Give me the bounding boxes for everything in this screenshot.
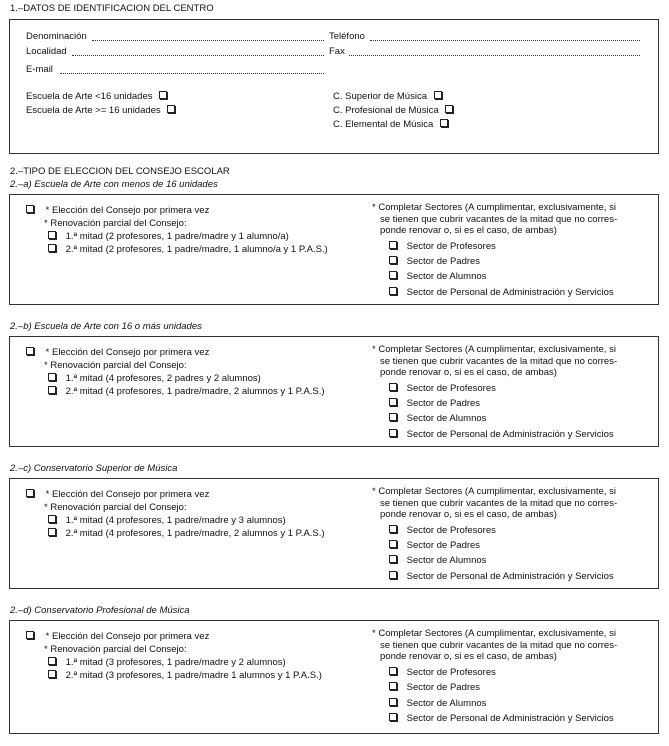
primera-vez-d[interactable] (26, 631, 209, 642)
localidad-label: Localidad (26, 46, 67, 57)
completar-line2: se tienen que cubrir vacantes de la mitad que no corres- (380, 497, 618, 509)
completar-line3: ponde renovar o, si es el caso, de ambas) (380, 509, 557, 520)
primera-vez-label: * Elección del Consejo por primera vez (45, 205, 210, 216)
option-arte-menos-16[interactable] (26, 91, 167, 102)
checkbox-icon[interactable] (48, 386, 56, 394)
sector-padres-a[interactable] (389, 256, 480, 267)
sector-profesores-c[interactable] (389, 525, 496, 536)
option-c-superior[interactable] (333, 91, 442, 102)
denominacion-label: Denominación (26, 31, 87, 42)
telefono-field[interactable] (370, 40, 640, 41)
sector-profesores-a[interactable] (389, 241, 496, 252)
renovacion-label-b: * Renovación parcial del Consejo: (44, 360, 187, 371)
renovacion-label-d: * Renovación parcial del Consejo: (44, 644, 187, 655)
sector-alumnos-c[interactable] (389, 555, 486, 566)
mitad2-label: 2.ª mitad (2 profesores, 1 padre/madre, 1 alumno/a y 1 P.A.S.) (65, 244, 328, 255)
sector-pas-a[interactable] (389, 287, 614, 298)
checkbox-icon[interactable] (26, 489, 34, 497)
checkbox-icon[interactable] (389, 540, 397, 548)
mitad2-label: 2.ª mitad (4 profesores, 1 padre/madre, 2 alumnos y 1 P.A.S.) (65, 386, 325, 397)
sector-label: Sector de Padres (406, 256, 481, 267)
completar-sectores-d (372, 628, 642, 663)
completar-line1: * Completar Sectores (A cumplimentar, exclusivamente, si (372, 486, 616, 497)
mitad1-label: 1.ª mitad (4 profesores, 1 padre/madre y 3 alumnos) (65, 515, 286, 526)
completar-line2: se tienen que cubrir vacantes de la mitad que no corres- (380, 639, 618, 651)
checkbox-icon[interactable] (389, 555, 397, 563)
checkbox-icon[interactable] (48, 244, 56, 252)
option-c-profesional[interactable] (333, 105, 453, 116)
mitad1-c[interactable] (48, 515, 286, 526)
checkbox-icon[interactable] (389, 271, 397, 279)
mitad1-label: 1.ª mitad (4 profesores, 2 padres y 2 alumnos) (65, 373, 261, 384)
sector-label: Sector de Padres (406, 540, 481, 551)
sector-label: Sector de Personal de Administración y Servicios (406, 713, 614, 724)
checkbox-icon[interactable] (389, 398, 397, 406)
checkbox-icon[interactable] (389, 383, 397, 391)
mitad1-b[interactable] (48, 373, 261, 384)
mitad2-label: 2.ª mitad (3 profesores, 1 padre/madre 1 alumnos y 1 P.A.S.) (65, 670, 322, 681)
mitad1-label: 1.ª mitad (2 profesores, 1 padre/madre y 1 alumno/a) (65, 231, 289, 242)
checkbox-icon[interactable] (48, 231, 56, 239)
checkbox-icon[interactable] (389, 241, 397, 249)
option-c-elemental[interactable] (333, 119, 448, 130)
subsection-b-label: 2.–b) Escuela de Arte con 16 o más unidades (10, 321, 202, 332)
primera-vez-b[interactable] (26, 347, 209, 358)
mitad2-c[interactable] (48, 528, 325, 539)
localidad-field[interactable] (72, 55, 324, 56)
email-label: E-mail (26, 64, 53, 75)
checkbox-icon[interactable] (389, 525, 397, 533)
primera-vez-label: * Elección del Consejo por primera vez (45, 631, 210, 642)
sector-padres-c[interactable] (389, 540, 480, 551)
primera-vez-label: * Elección del Consejo por primera vez (45, 347, 210, 358)
sector-label: Sector de Padres (406, 682, 481, 693)
denominacion-field[interactable] (92, 40, 324, 41)
mitad2-a[interactable] (48, 244, 328, 255)
checkbox-icon[interactable] (434, 91, 442, 99)
sector-label: Sector de Personal de Administración y Servicios (406, 287, 614, 298)
checkbox-icon[interactable] (389, 256, 397, 264)
checkbox-icon[interactable] (389, 682, 397, 690)
completar-sectores-c (372, 486, 642, 521)
primera-vez-a[interactable] (26, 205, 209, 216)
checkbox-icon[interactable] (48, 528, 56, 536)
completar-line1: * Completar Sectores (A cumplimentar, exclusivamente, si (372, 202, 616, 213)
mitad2-label: 2.ª mitad (4 profesores, 1 padre/madre, 2 alumnos y 1 P.A.S.) (65, 528, 325, 539)
sector-label: Sector de Profesores (406, 241, 496, 252)
sector-padres-d[interactable] (389, 682, 480, 693)
mitad1-a[interactable] (48, 231, 289, 242)
primera-vez-label: * Elección del Consejo por primera vez (45, 489, 210, 500)
telefono-label: Teléfono (329, 31, 365, 42)
fax-field[interactable] (349, 55, 640, 56)
completar-line2: se tienen que cubrir vacantes de la mitad que no corres- (380, 355, 618, 367)
sector-pas-b[interactable] (389, 429, 614, 440)
sector-label: Sector de Personal de Administración y Servicios (406, 429, 614, 440)
option-label: C. Superior de Música (333, 91, 427, 102)
sector-label: Sector de Personal de Administración y Servicios (406, 571, 614, 582)
sector-label: Sector de Alumnos (406, 413, 487, 424)
subsection-c-label: 2.–c) Conservatorio Superior de Música (10, 463, 178, 474)
checkbox-icon[interactable] (48, 657, 56, 665)
primera-vez-c[interactable] (26, 489, 209, 500)
option-label: Escuela de Arte <16 unidades (26, 91, 153, 102)
option-label: C. Profesional de Música (333, 105, 439, 116)
checkbox-icon[interactable] (48, 670, 56, 678)
section-2-title: 2.–TIPO DE ELECCION DEL CONSEJO ESCOLAR (10, 166, 230, 177)
completar-line1: * Completar Sectores (A cumplimentar, exclusivamente, si (372, 344, 616, 355)
completar-sectores-a (372, 202, 642, 237)
subsection-d-label: 2.–d) Conservatorio Profesional de Música (10, 605, 190, 616)
mitad2-b[interactable] (48, 386, 325, 397)
sector-alumnos-b[interactable] (389, 413, 486, 424)
completar-line3: ponde renovar o, si es el caso, de ambas) (380, 651, 557, 662)
sector-label: Sector de Profesores (406, 525, 496, 536)
checkbox-icon[interactable] (48, 373, 56, 381)
sector-label: Sector de Padres (406, 398, 481, 409)
sector-label: Sector de Profesores (406, 383, 496, 394)
checkbox-icon[interactable] (389, 429, 397, 437)
completar-sectores-b (372, 344, 642, 379)
sector-profesores-b[interactable] (389, 383, 496, 394)
sector-alumnos-a[interactable] (389, 271, 486, 282)
option-arte-16-mas[interactable] (26, 105, 175, 116)
completar-line1: * Completar Sectores (A cumplimentar, exclusivamente, si (372, 628, 616, 639)
fax-label: Fax (329, 46, 345, 57)
sector-pas-c[interactable] (389, 571, 614, 582)
sector-label: Sector de Profesores (406, 667, 496, 678)
sector-label: Sector de Alumnos (406, 271, 487, 282)
checkbox-icon[interactable] (389, 413, 397, 421)
option-label: Escuela de Arte >= 16 unidades (26, 105, 161, 116)
checkbox-icon[interactable] (389, 698, 397, 706)
sector-alumnos-d[interactable] (389, 698, 486, 709)
checkbox-icon[interactable] (389, 713, 397, 721)
checkbox-icon[interactable] (389, 667, 397, 675)
checkbox-icon[interactable] (26, 205, 34, 213)
checkbox-icon[interactable] (48, 515, 56, 523)
checkbox-icon[interactable] (389, 571, 397, 579)
section-1-title: 1.–DATOS DE IDENTIFICACION DEL CENTRO (10, 3, 214, 14)
option-label: C. Elemental de Música (333, 119, 434, 130)
mitad1-label: 1.ª mitad (3 profesores, 1 padre/madre y 2 alumnos) (65, 657, 286, 668)
checkbox-icon[interactable] (167, 105, 175, 113)
renovacion-label-a: * Renovación parcial del Consejo: (44, 218, 187, 229)
completar-line3: ponde renovar o, si es el caso, de ambas) (380, 367, 557, 378)
mitad2-d[interactable] (48, 670, 322, 681)
subsection-a-label: 2.–a) Escuela de Arte con menos de 16 unidades (10, 179, 218, 190)
email-field[interactable] (60, 73, 324, 74)
renovacion-label-c: * Renovación parcial del Consejo: (44, 502, 187, 513)
checkbox-icon[interactable] (26, 347, 34, 355)
checkbox-icon[interactable] (440, 119, 448, 127)
mitad1-d[interactable] (48, 657, 286, 668)
sector-label: Sector de Alumnos (406, 698, 487, 709)
sector-label: Sector de Alumnos (406, 555, 487, 566)
completar-line2: se tienen que cubrir vacantes de la mitad que no corres- (380, 213, 618, 225)
sector-padres-b[interactable] (389, 398, 480, 409)
checkbox-icon[interactable] (159, 91, 167, 99)
sector-pas-d[interactable] (389, 713, 614, 724)
completar-line3: ponde renovar o, si es el caso, de ambas) (380, 225, 557, 236)
checkbox-icon[interactable] (445, 105, 453, 113)
checkbox-icon[interactable] (389, 287, 397, 295)
sector-profesores-d[interactable] (389, 667, 496, 678)
checkbox-icon[interactable] (26, 631, 34, 639)
